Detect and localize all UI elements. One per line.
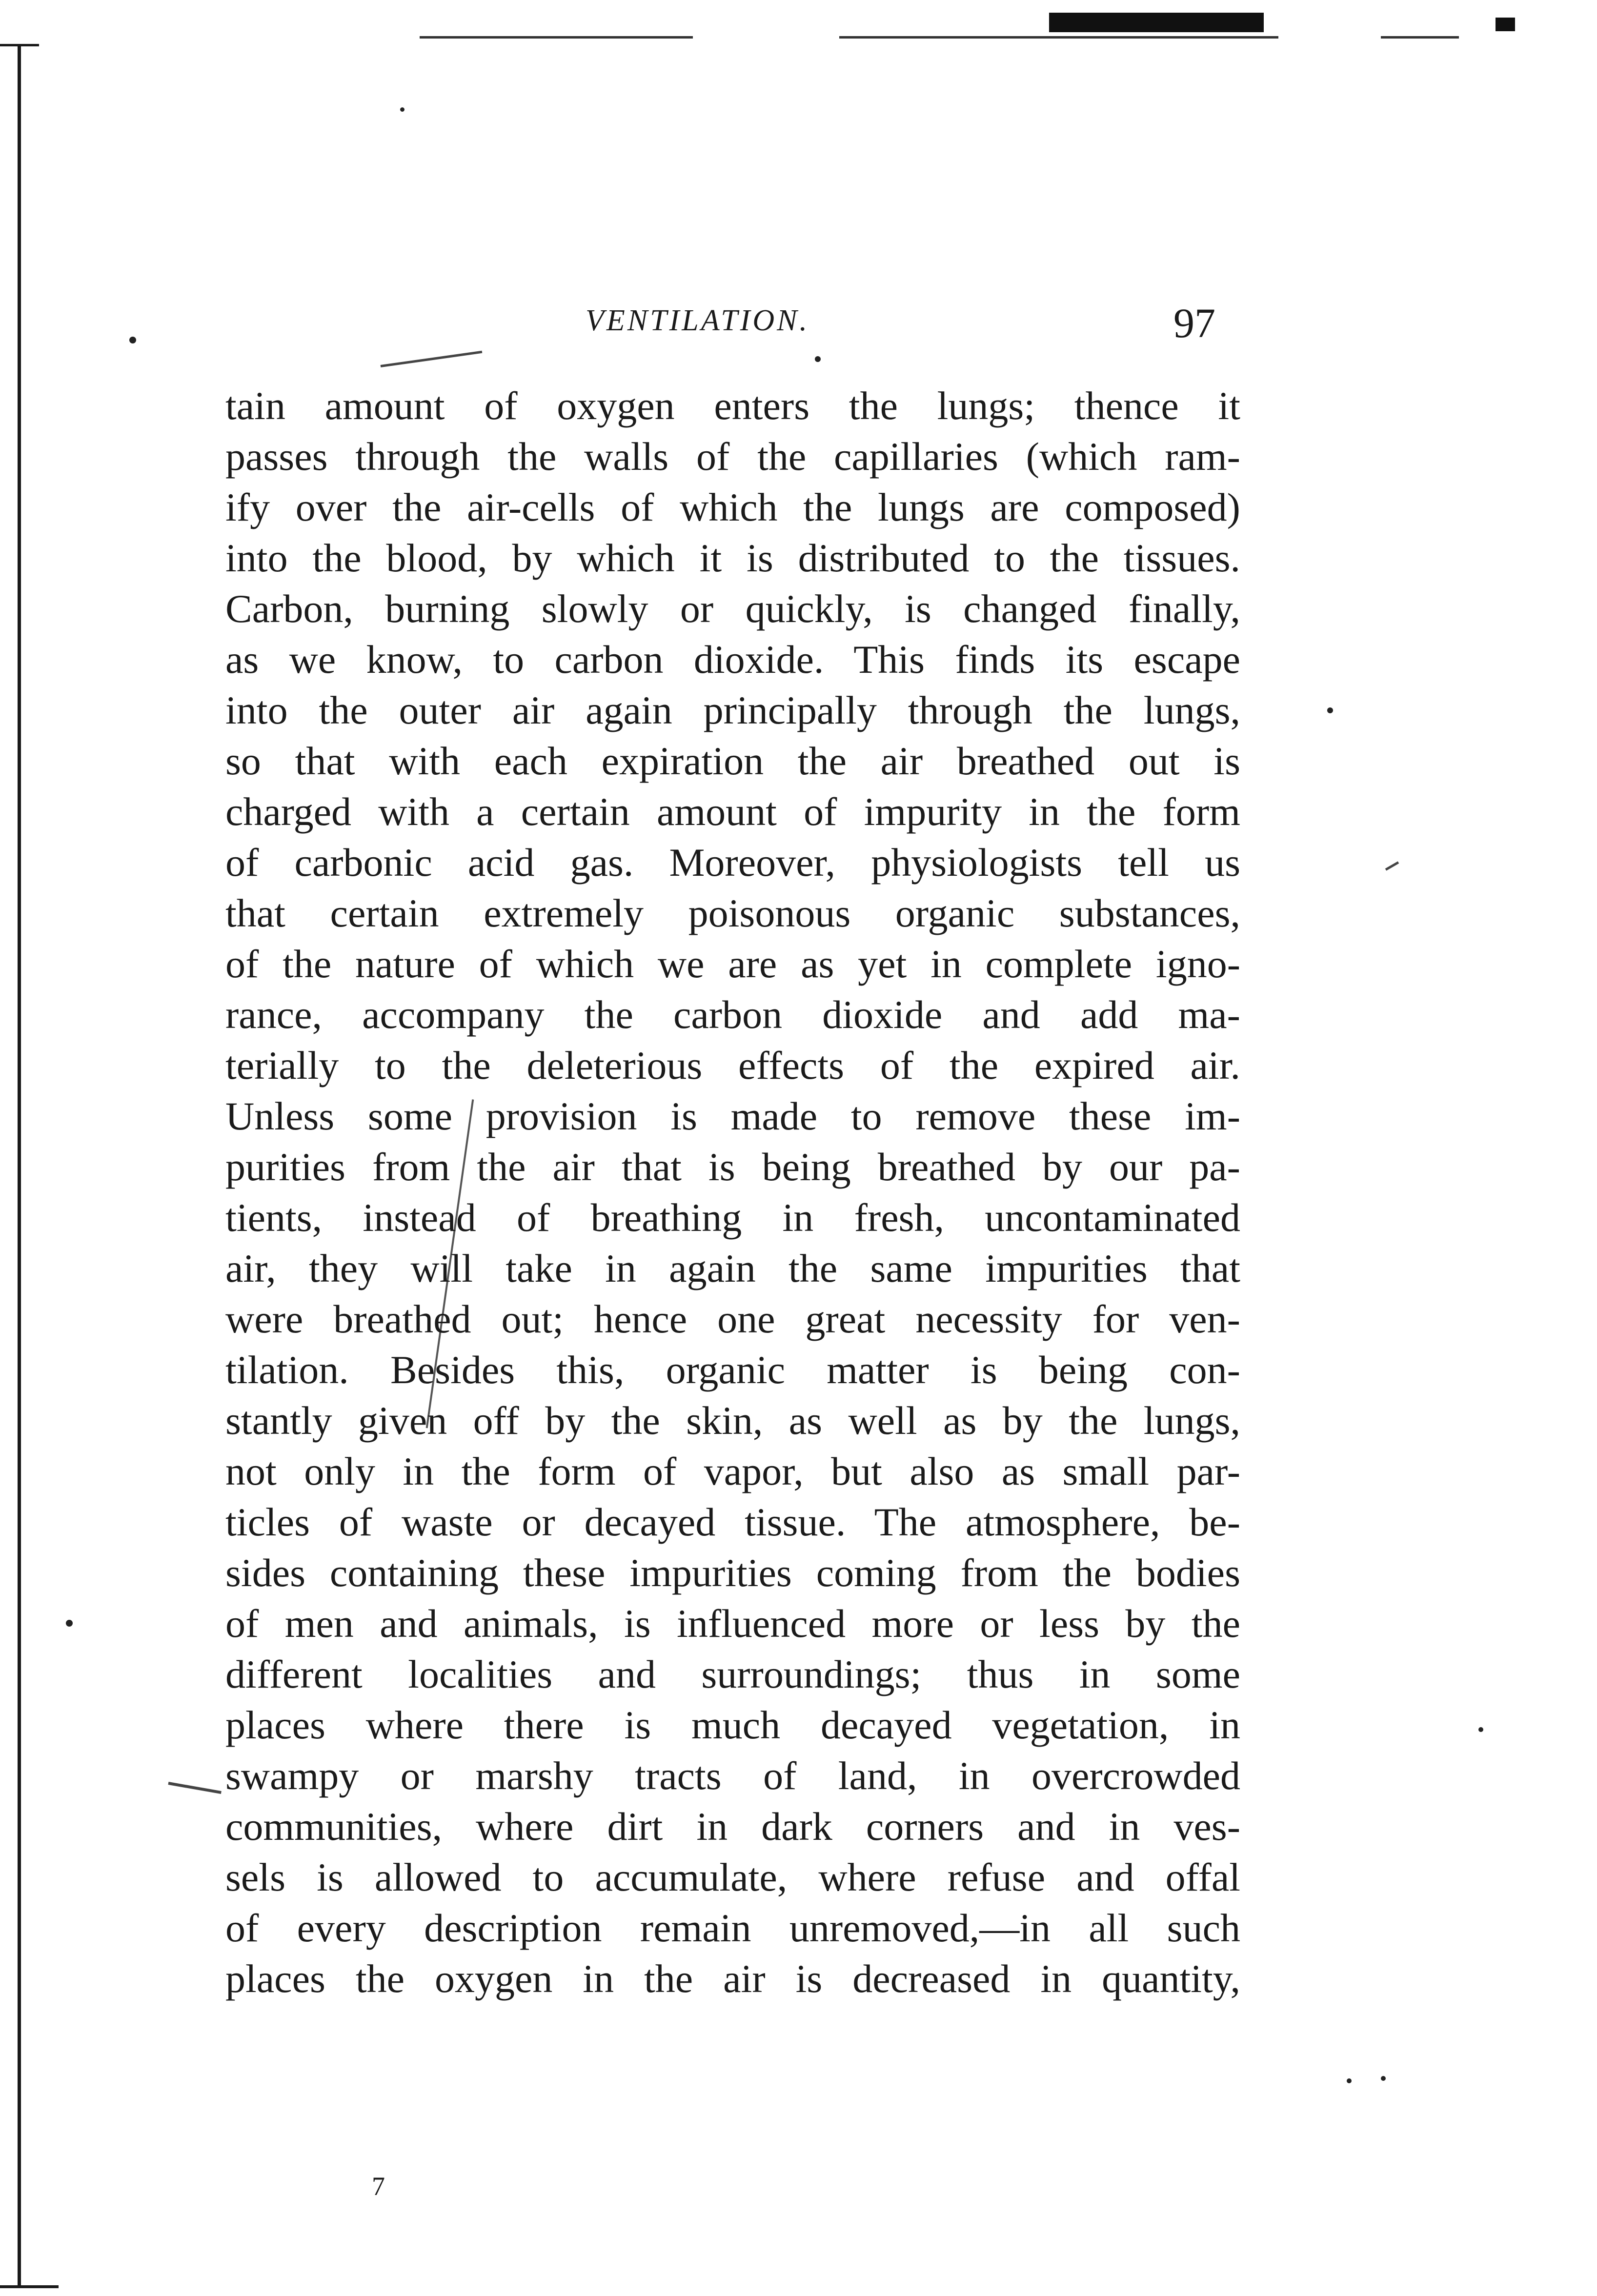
scan-artifact-mark: [1496, 18, 1515, 31]
pencil-mark: [1385, 861, 1399, 870]
pencil-mark: [168, 1782, 221, 1794]
text-line: into the outer air again principally through the lungs,: [225, 688, 1240, 732]
scan-artifact-line: [420, 36, 693, 39]
text-line: terially to the deleterious effects of the expired air.: [225, 1043, 1240, 1088]
scan-speck: [1347, 2078, 1352, 2083]
body-text: [225, 381, 1240, 2004]
scan-speck: [66, 1620, 73, 1627]
page-number: 97: [1173, 300, 1215, 346]
text-line: that certain extremely poisonous organic substances,: [225, 891, 1240, 935]
scan-margin-rule: [18, 44, 21, 2288]
pencil-mark: [381, 351, 483, 367]
text-line: passes through the walls of the capillaries (which ram-: [225, 434, 1240, 479]
text-line: tilation. Besides this, organic matter is being con-: [225, 1348, 1240, 1392]
text-line: communities, where dirt in dark corners and in ves-: [225, 1804, 1240, 1849]
signature-mark: 7: [372, 2172, 385, 2201]
text-line: tients, instead of breathing in fresh, uncontaminated: [225, 1195, 1240, 1240]
scan-speck: [129, 337, 136, 343]
text-line: Carbon, burning slowly or quickly, is changed finally,: [225, 586, 1240, 631]
text-line: as we know, to carbon dioxide. This finds its escape: [225, 637, 1240, 682]
text-line: so that with each expiration the air breathed out is: [225, 739, 1240, 783]
text-line: of men and animals, is influenced more or less by the: [225, 1601, 1240, 1646]
text-line: air, they will take in again the same impurities that: [225, 1246, 1240, 1290]
text-line: into the blood, by which it is distributed to the tissues.: [225, 536, 1240, 580]
scan-artifact-bar: [1049, 13, 1264, 32]
text-line: sels is allowed to accumulate, where refuse and offal: [225, 1855, 1240, 1899]
text-line: ify over the air-cells of which the lungs are composed): [225, 485, 1240, 529]
text-line: stantly given off by the skin, as well as by the lungs,: [225, 1398, 1240, 1443]
text-line: ticles of waste or decayed tissue. The atmosphere, be-: [225, 1500, 1240, 1544]
text-line: of the nature of which we are as yet in complete igno-: [225, 942, 1240, 986]
text-line: different localities and surroundings; thus in some: [225, 1652, 1240, 1696]
scan-artifact-line: [839, 36, 1278, 39]
scan-speck: [815, 356, 821, 362]
text-line: not only in the form of vapor, but also as small par-: [225, 1449, 1240, 1493]
text-line: swampy or marshy tracts of land, in overcrowded: [225, 1753, 1240, 1798]
text-line: tain amount of oxygen enters the lungs; thence it: [225, 383, 1240, 428]
scan-speck: [1381, 2076, 1386, 2081]
scan-artifact-line: [1381, 36, 1459, 39]
text-line: charged with a certain amount of impurity in the form: [225, 789, 1240, 834]
scan-speck: [1327, 707, 1333, 713]
scan-speck: [400, 107, 404, 112]
scan-margin-tick: [0, 44, 39, 46]
text-line: were breathed out; hence one great necessity for ven-: [225, 1297, 1240, 1341]
text-line: places where there is much decayed vegetation, in: [225, 1703, 1240, 1747]
text-line: of carbonic acid gas. Moreover, physiologists tell us: [225, 840, 1240, 885]
text-line: of every description remain unremoved,—in all such: [225, 1906, 1240, 1950]
text-line: places the oxygen in the air is decreased in quantity,: [225, 1956, 1240, 2001]
text-line: purities from the air that is being breathed by our pa-: [225, 1145, 1240, 1189]
scan-speck: [1478, 1727, 1483, 1732]
text-line: sides containing these impurities coming from the bodies: [225, 1551, 1240, 1595]
scan-margin-foot: [0, 2285, 59, 2288]
text-line: rance, accompany the carbon dioxide and add ma-: [225, 992, 1240, 1037]
text-line: Unless some provision is made to remove these im-: [225, 1094, 1240, 1138]
running-title: VENTILATION.: [586, 304, 810, 337]
